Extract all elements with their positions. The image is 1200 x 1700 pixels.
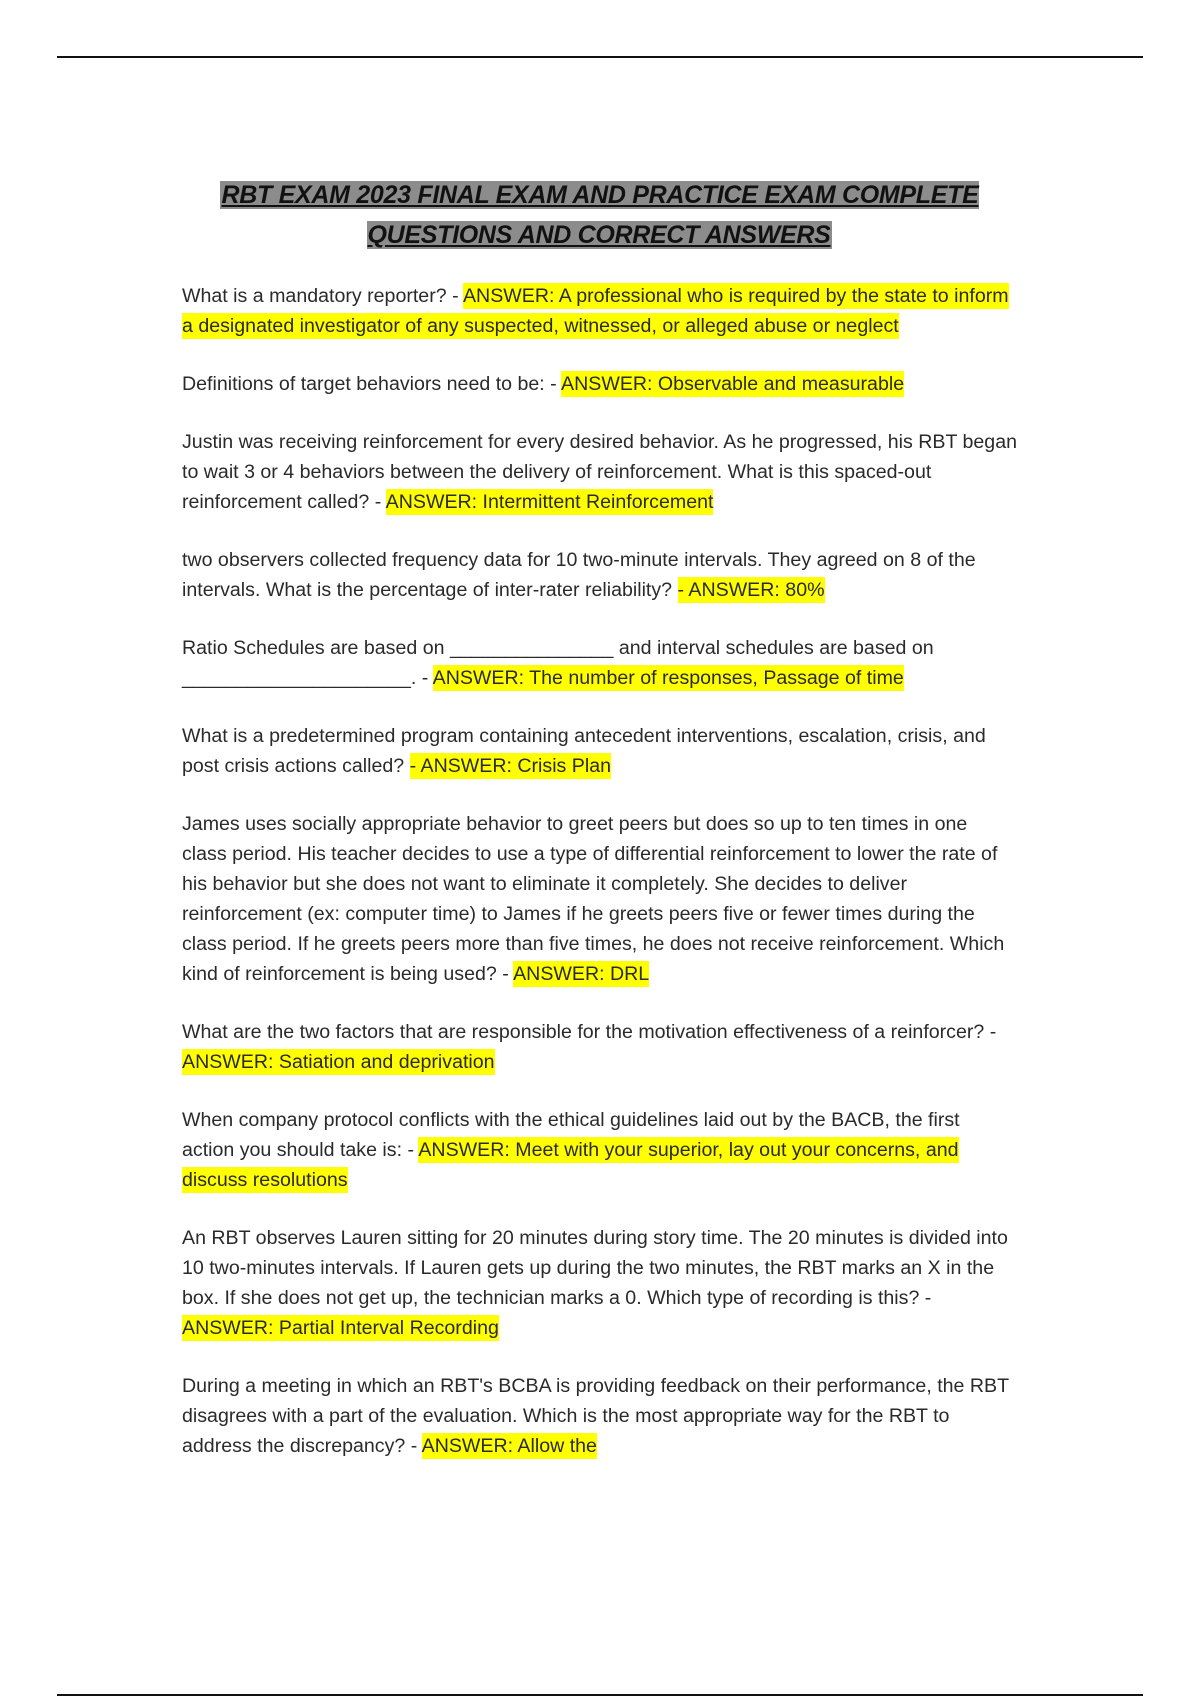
answer-highlight: ANSWER: The number of responses, Passage of time [432, 667, 904, 689]
qa-item [182, 809, 1017, 989]
answer-highlight: ANSWER: Partial Interval Recording [182, 1317, 499, 1339]
document-page [182, 175, 1017, 1489]
question-text: Justin was receiving reinforcement for every desired behavior. As he progressed, his RBT began to wait 3 or 4 behaviors between the delivery of reinforcement. What is this spaced-out reinforcement called? - [182, 431, 1017, 513]
top-rule [57, 56, 1143, 58]
qa-item [182, 633, 1017, 693]
answer-highlight: ANSWER: Observable and measurable [561, 373, 905, 395]
qa-item [182, 545, 1017, 605]
question-text: When company protocol conflicts with the ethical guidelines laid out by the BACB, the first action you should take is: - [182, 1109, 960, 1161]
qa-item [182, 1371, 1017, 1461]
answer-highlight: ANSWER: Allow the [421, 1435, 597, 1457]
question-text: Ratio Schedules are based on _______________ and interval schedules are based on _____________________. - [182, 637, 934, 689]
qa-item [182, 427, 1017, 517]
answer-highlight: - ANSWER: Crisis Plan [409, 755, 612, 777]
answer-highlight: ANSWER: Meet with your superior, lay out your concerns, and discuss resolutions [182, 1139, 959, 1191]
question-text: An RBT observes Lauren sitting for 20 minutes during story time. The 20 minutes is divided into 10 two-minutes intervals. If Lauren gets up during the two minutes, the RBT marks an X in the box. If she does not get up, the technician marks a 0. Which type of recording is this? - [182, 1227, 1008, 1309]
answer-highlight: ANSWER: DRL [513, 963, 650, 985]
qa-item [182, 281, 1017, 341]
qa-item [182, 1223, 1017, 1343]
qa-item [182, 721, 1017, 781]
question-text: two observers collected frequency data for 10 two-minute intervals. They agreed on 8 of the intervals. What is the percentage of inter-rater reliability? [182, 549, 976, 601]
question-text: Definitions of target behaviors need to be: - [182, 373, 562, 395]
question-text: What is a predetermined program containing antecedent interventions, escalation, crisis, and post crisis actions called? [182, 725, 986, 777]
question-text: James uses socially appropriate behavior to greet peers but does so up to ten times in one class period. His teacher decides to use a type of differential reinforcement to lower the rate of his behavior but she does not want to eliminate it completely. She decides to deliver reinforcement (ex: computer time) to James if he greets peers five or fewer times during the class period. If he greets peers more than five times, he does not receive reinforcement. Which kind of reinforcement is being used? - [182, 813, 1005, 985]
question-text: During a meeting in which an RBT's BCBA is providing feedback on their performance, the RBT disagrees with a part of the evaluation. Which is the most appropriate way for the RBT to address the discrepancy? - [182, 1375, 1009, 1457]
answer-highlight: - ANSWER: 80% [677, 579, 825, 601]
qa-item [182, 369, 1017, 399]
qa-item [182, 1105, 1017, 1195]
document-title-text: RBT EXAM 2023 FINAL EXAM AND PRACTICE EXAM COMPLETE QUESTIONS AND CORRECT ANSWERS [221, 181, 979, 249]
question-text: What is a mandatory reporter? - [182, 285, 463, 307]
question-text: What are the two factors that are responsible for the motivation effectiveness of a reinforcer? - [182, 1021, 997, 1043]
bottom-rule [57, 1694, 1143, 1696]
answer-highlight: ANSWER: Intermittent Reinforcement [385, 491, 714, 513]
answer-highlight: ANSWER: A professional who is required by the state to inform a designated investigator of any suspected, witnessed, or alleged abuse or neglect [182, 285, 1009, 337]
document-title [182, 175, 1017, 255]
answer-highlight: ANSWER: Satiation and deprivation [182, 1051, 495, 1073]
qa-item [182, 1017, 1017, 1077]
